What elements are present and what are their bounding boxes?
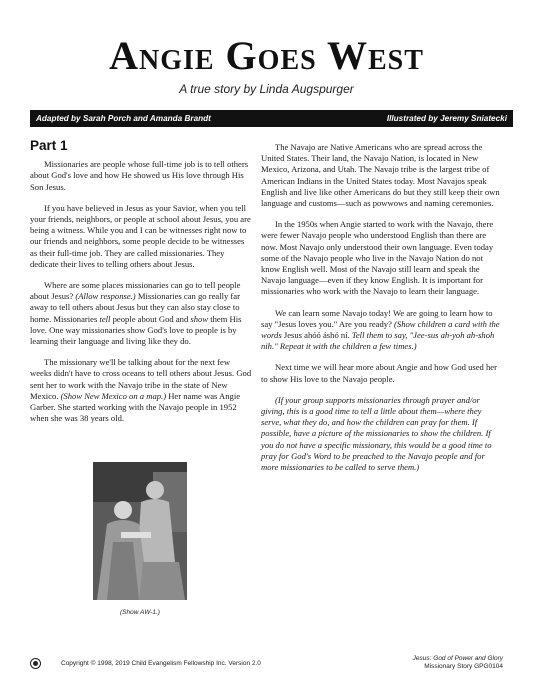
teacher-note: (If your group supports missionaries through prayer and/or giving, this is a good time to tell a little about them—where they serve, what they do, and how the children can pray for them. If possible, have a picture of the missionaries to show the children. If you do not have a specific missionary, this would be a good time to pray for God's Word to be preached to the Navajo people and for more missionaries to be called to serve them.) bbox=[261, 394, 492, 473]
paragraph bbox=[30, 280, 252, 347]
paragraph: The Navajo are Native Americans who are spread across the United States. Their land, the Navajo Nation, is located in New Mexico, Arizona, and Utah. The Navajo tribe is the largest tribe of American Indians in the United States today. Most Navajos speak English and live like other Americans do but they still keep their own language and customs—such as powwows and naming ceremonies. bbox=[261, 142, 500, 209]
paragraph: Next time we will hear more about Angie and how God used her to show His love to the Navajo people. bbox=[261, 362, 497, 384]
navajo-phrase: Jesus ahóó áshó ní. bbox=[283, 330, 350, 341]
left-column bbox=[30, 140, 252, 434]
footer-copyright bbox=[30, 658, 261, 669]
page-subtitle: A true story by Linda Augspurger bbox=[179, 82, 354, 96]
page-title: Angie Goes West bbox=[109, 33, 424, 78]
paragraph bbox=[30, 357, 252, 424]
part-heading: Part 1 bbox=[30, 138, 68, 153]
cef-logo-icon bbox=[30, 658, 41, 669]
paragraph: In the 1950s when Angie started to work with the Navajo, there were fewer Navajo people who understood English than there are now. Most Navajo only understood their own language. Even today some of the Navajo people who live in the Navajo Nation do not know English well. Most of the Navajo still learn and speak the Navajo language—even if they know English. It is important for missionaries who work with the Navajo to learn their language. bbox=[261, 219, 494, 297]
instruction-text: (Show children a card with the words bbox=[261, 318, 500, 341]
angie-photo bbox=[93, 462, 187, 600]
paragraph bbox=[261, 308, 501, 353]
instruction-text: (Show New Mexico on a map.) bbox=[60, 390, 167, 401]
text-span: Her name was Angie Garber. She started working with the Navajo people in 1952 when she was 38 years old. bbox=[30, 390, 241, 424]
text-span: Where are some places missionaries can go to tell people about Jesus? bbox=[30, 280, 241, 302]
photo-illustration bbox=[93, 462, 187, 600]
text-span: The missionary we'll be talking about for the next few weeks didn't have to cross oceans to tell others about Jesus. God sent her to work with the Navajo tribe in the state of New Mexico. bbox=[30, 357, 252, 401]
text-span: Missionaries can go really far away to tell others about Jesus but they can also stay close to home. Missionaries bbox=[30, 291, 240, 324]
emphasis-text: show bbox=[190, 313, 209, 324]
instruction-text: (Allow response.) bbox=[75, 291, 136, 302]
paragraph: Missionaries are people whose full-time job is to tell others about God's love and how He showed us His love through His Son Jesus. bbox=[30, 159, 249, 192]
emphasis-text: tell bbox=[99, 313, 111, 324]
text-span: people about God and bbox=[110, 313, 191, 324]
footer-series bbox=[413, 655, 503, 671]
copyright-text: Copyright © 1998, 2019 Child Evangelism Fellowship Inc. Version 2.0 bbox=[61, 660, 261, 667]
text-span: We can learn some Navajo today! We are going to learn how to say "Jesus loves you." Are you ready? bbox=[261, 307, 493, 329]
instruction-text: Tell them to say, "Jee-sus ah-yoh ah-shoh nih." Repeat it with the children a few times.) bbox=[261, 330, 495, 352]
story-code: Missionary Story GPG0104 bbox=[424, 663, 503, 670]
right-column bbox=[261, 142, 501, 483]
adapted-by-credit: Adapted by Sarah Porch and Amanda Brandt bbox=[36, 114, 211, 123]
photo-caption: (Show AW-1.) bbox=[120, 609, 160, 616]
paragraph: If you have believed in Jesus as your Savior, when you tell your friends, neighbors, or people at school about Jesus, you are being a witness. While you and I can be witnesses right now to our friends and neighbors, some people decide to be witnesses as their full-time job. They are called missionaries. They dedicate their lives to telling others about Jesus. bbox=[30, 202, 251, 269]
illustrated-by-credit: Illustrated by Jeremy Sniatecki bbox=[386, 114, 507, 123]
text-span: them His love. One way missionaries show God's love to people is by learning their language and living like they do. bbox=[30, 313, 242, 347]
series-title: Jesus: God of Power and Glory bbox=[412, 655, 503, 662]
credit-bar bbox=[30, 110, 513, 127]
